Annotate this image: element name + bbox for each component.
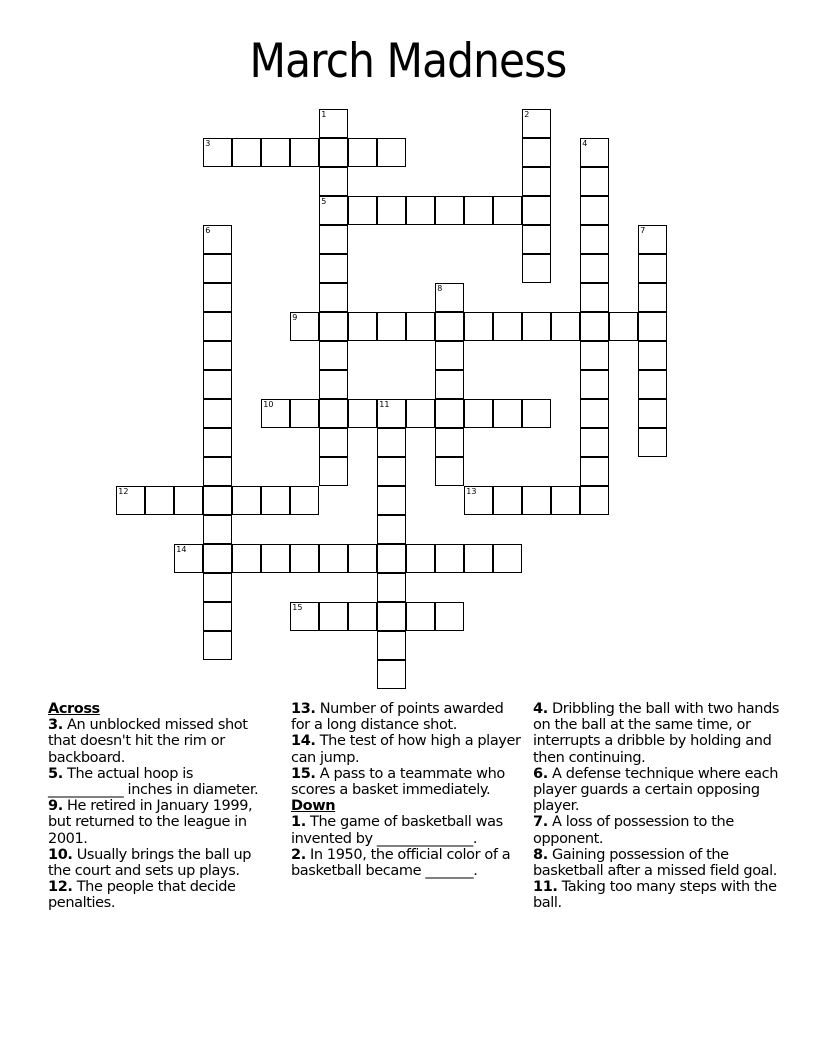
grid-cell[interactable]: [580, 225, 609, 254]
clue-number: 5.: [48, 765, 63, 782]
grid-cell[interactable]: [522, 109, 551, 138]
across-clue: [48, 717, 266, 766]
grid-cell[interactable]: [377, 660, 406, 689]
grid-cell[interactable]: [522, 312, 551, 341]
grid-cell[interactable]: [580, 428, 609, 457]
grid-cell[interactable]: [377, 515, 406, 544]
cell-number: 11: [379, 400, 390, 410]
clue-text: In 1950, the official color of a basketball became _______.: [291, 846, 511, 880]
grid-cell[interactable]: [203, 486, 232, 515]
grid-cell[interactable]: [580, 138, 609, 167]
grid-cell[interactable]: [638, 283, 667, 312]
grid-cell[interactable]: [638, 428, 667, 457]
grid-cell[interactable]: [580, 196, 609, 225]
grid-cell[interactable]: [435, 312, 464, 341]
grid-cell[interactable]: [261, 399, 290, 428]
clues-column-3: [533, 701, 781, 912]
grid-cell[interactable]: [261, 138, 290, 167]
grid-cell[interactable]: [435, 399, 464, 428]
cell-number: 2: [524, 110, 530, 120]
puzzle-title: March Madness: [249, 34, 567, 89]
clue-text: A defense technique where each player guards a certain opposing player.: [533, 765, 779, 815]
down-clue: [533, 701, 781, 766]
grid-cell[interactable]: [145, 486, 174, 515]
grid-cell[interactable]: [522, 196, 551, 225]
grid-cell[interactable]: [406, 196, 435, 225]
cell-number: 14: [176, 545, 187, 555]
cell-number: 1: [321, 110, 327, 120]
grid-cell[interactable]: [435, 602, 464, 631]
clue-number: 14.: [291, 733, 316, 750]
across-clue: [291, 701, 523, 733]
grid-cell[interactable]: [348, 196, 377, 225]
grid-cell[interactable]: [435, 196, 464, 225]
grid-cell[interactable]: [319, 428, 348, 457]
grid-cell[interactable]: [319, 167, 348, 196]
grid-cell[interactable]: [203, 544, 232, 573]
clue-number: 6.: [533, 765, 548, 782]
clue-text: The actual hoop is ___________ inches in diameter.: [48, 765, 259, 799]
grid-cell[interactable]: [174, 544, 203, 573]
grid-cell[interactable]: [638, 399, 667, 428]
grid-cell[interactable]: [377, 399, 406, 428]
grid-cell[interactable]: [261, 486, 290, 515]
grid-cell[interactable]: [580, 312, 609, 341]
grid-cell[interactable]: [638, 225, 667, 254]
cell-number: 13: [466, 487, 477, 497]
grid-cell[interactable]: [522, 486, 551, 515]
grid-cell[interactable]: [203, 631, 232, 660]
clue-text: The test of how high a player can jump.: [291, 733, 521, 766]
grid-cell[interactable]: [580, 341, 609, 370]
cell-number: 9: [292, 313, 298, 323]
grid-cell[interactable]: [348, 602, 377, 631]
grid-cell[interactable]: [203, 283, 232, 312]
grid-cell[interactable]: [319, 370, 348, 399]
grid-cell[interactable]: [319, 196, 348, 225]
grid-cell[interactable]: [348, 312, 377, 341]
clue-number: 8.: [533, 846, 548, 863]
grid-cell[interactable]: [377, 544, 406, 573]
grid-cell[interactable]: [319, 602, 348, 631]
clue-text: He retired in January 1999, but returned to the league in 2001.: [48, 798, 253, 847]
clue-number: 1.: [291, 814, 306, 831]
across-clue: [48, 879, 266, 911]
clue-number: 4.: [533, 701, 548, 717]
grid-cell[interactable]: [319, 457, 348, 486]
clue-number: 2.: [291, 846, 306, 863]
grid-cell[interactable]: [406, 544, 435, 573]
grid-cell[interactable]: [609, 312, 638, 341]
grid-cell[interactable]: [203, 602, 232, 631]
grid-cell[interactable]: [435, 544, 464, 573]
across-clue: [291, 733, 523, 765]
grid-cell[interactable]: [203, 341, 232, 370]
grid-cell[interactable]: [638, 312, 667, 341]
cell-number: 3: [205, 139, 211, 149]
grid-cell[interactable]: [377, 486, 406, 515]
grid-cell[interactable]: [464, 196, 493, 225]
grid-cell[interactable]: [174, 486, 203, 515]
grid-cell[interactable]: [377, 631, 406, 660]
grid-cell[interactable]: [580, 399, 609, 428]
grid-cell[interactable]: [203, 399, 232, 428]
clue-number: 10.: [48, 846, 73, 863]
clue-number: 7.: [533, 814, 548, 831]
grid-cell[interactable]: [290, 312, 319, 341]
grid-cell[interactable]: [638, 341, 667, 370]
grid-cell[interactable]: [319, 109, 348, 138]
grid-cell[interactable]: [348, 138, 377, 167]
across-clue: [291, 766, 523, 798]
grid-cell[interactable]: [522, 225, 551, 254]
grid-cell[interactable]: [203, 225, 232, 254]
clue-text: A loss of possession to the opponent.: [533, 814, 734, 847]
grid-cell[interactable]: [580, 486, 609, 515]
grid-cell[interactable]: [435, 283, 464, 312]
grid-cell[interactable]: [377, 428, 406, 457]
grid-cell[interactable]: [319, 544, 348, 573]
grid-cell[interactable]: [290, 399, 319, 428]
down-clue: [291, 814, 523, 846]
grid-cell[interactable]: [406, 312, 435, 341]
grid-cell[interactable]: [319, 312, 348, 341]
clue-text: The people that decide penalties.: [48, 879, 236, 912]
grid-cell[interactable]: [464, 399, 493, 428]
down-clue: [533, 847, 781, 879]
cell-number: 6: [205, 226, 211, 236]
grid-cell[interactable]: [580, 283, 609, 312]
grid-cell[interactable]: [232, 486, 261, 515]
clue-text: Number of points awarded for a long distance shot.: [291, 701, 504, 734]
grid-cell[interactable]: [290, 544, 319, 573]
down-clue: [533, 766, 781, 815]
clue-text: The game of basketball was invented by ______________.: [291, 814, 503, 847]
clue-text: Usually brings the ball up the court and sets up plays.: [48, 846, 252, 880]
cell-number: 15: [292, 603, 303, 613]
grid-cell[interactable]: [348, 399, 377, 428]
grid-cell[interactable]: [232, 544, 261, 573]
grid-cell[interactable]: [203, 312, 232, 341]
grid-cell[interactable]: [319, 283, 348, 312]
grid-cell[interactable]: [580, 254, 609, 283]
clues-column-1: [48, 701, 266, 912]
grid-cell[interactable]: [203, 573, 232, 602]
grid-cell[interactable]: [464, 312, 493, 341]
clue-number: 11.: [533, 879, 558, 896]
cell-number: 7: [640, 226, 646, 236]
grid-cell[interactable]: [580, 457, 609, 486]
grid-cell[interactable]: [435, 428, 464, 457]
grid-cell[interactable]: [377, 138, 406, 167]
grid-cell[interactable]: [319, 399, 348, 428]
grid-cell[interactable]: [203, 457, 232, 486]
across-clue: [48, 847, 266, 879]
clue-text: An unblocked missed shot that doesn't hit the rim or backboard.: [48, 717, 248, 766]
clue-number: 12.: [48, 879, 73, 896]
grid-cell[interactable]: [580, 370, 609, 399]
grid-cell[interactable]: [348, 544, 377, 573]
grid-cell[interactable]: [377, 602, 406, 631]
grid-cell[interactable]: [290, 602, 319, 631]
grid-cell[interactable]: [203, 515, 232, 544]
grid-cell[interactable]: [551, 312, 580, 341]
grid-cell[interactable]: [522, 399, 551, 428]
grid-cell[interactable]: [638, 254, 667, 283]
clue-number: 13.: [291, 701, 316, 717]
grid-cell[interactable]: [377, 573, 406, 602]
grid-cell[interactable]: [435, 457, 464, 486]
down-clue: [291, 847, 523, 879]
grid-cell[interactable]: [493, 196, 522, 225]
grid-cell[interactable]: [638, 370, 667, 399]
grid-cell[interactable]: [522, 254, 551, 283]
grid-cell[interactable]: [203, 370, 232, 399]
grid-cell[interactable]: [319, 225, 348, 254]
grid-cell[interactable]: [319, 341, 348, 370]
grid-cell[interactable]: [290, 486, 319, 515]
grid-cell[interactable]: [493, 486, 522, 515]
clue-number: 3.: [48, 717, 63, 734]
clues-column-2: [291, 701, 523, 879]
grid-cell[interactable]: [522, 167, 551, 196]
grid-cell[interactable]: [406, 602, 435, 631]
down-clue: [533, 814, 781, 846]
grid-cell[interactable]: [116, 486, 145, 515]
grid-cell[interactable]: [493, 312, 522, 341]
clue-text: A pass to a teammate who scores a basket immediately.: [291, 765, 505, 799]
clue-number: 9.: [48, 798, 63, 815]
down-heading: Down: [291, 798, 336, 815]
grid-cell[interactable]: [493, 399, 522, 428]
clue-text: Taking too many steps with the ball.: [533, 879, 777, 912]
across-clue: [48, 798, 266, 847]
grid-cell[interactable]: [232, 138, 261, 167]
grid-cell[interactable]: [435, 341, 464, 370]
grid-cell[interactable]: [203, 428, 232, 457]
cell-number: 10: [263, 400, 274, 410]
cell-number: 4: [582, 139, 588, 149]
across-clue: [48, 766, 266, 798]
grid-cell[interactable]: [377, 196, 406, 225]
cell-number: 8: [437, 284, 443, 294]
grid-cell[interactable]: [435, 370, 464, 399]
grid-cell[interactable]: [319, 254, 348, 283]
grid-cell[interactable]: [464, 486, 493, 515]
clue-number: 15.: [291, 765, 316, 782]
grid-cell[interactable]: [406, 399, 435, 428]
clue-text: Dribbling the ball with two hands on the ball at the same time, or interrupts a dribble by holding and then continuing.: [533, 701, 780, 766]
grid-cell[interactable]: [551, 486, 580, 515]
grid-cell[interactable]: [493, 544, 522, 573]
grid-cell[interactable]: [377, 457, 406, 486]
cell-number: 5: [321, 197, 327, 207]
grid-cell[interactable]: [203, 254, 232, 283]
grid-cell[interactable]: [522, 138, 551, 167]
across-heading: Across: [48, 701, 100, 717]
grid-cell[interactable]: [261, 544, 290, 573]
clue-text: Gaining possession of the basketball after a missed field goal.: [533, 846, 777, 880]
grid-cell[interactable]: [377, 312, 406, 341]
grid-cell[interactable]: [580, 167, 609, 196]
down-clue: [533, 879, 781, 911]
grid-cell[interactable]: [464, 544, 493, 573]
cell-number: 12: [118, 487, 129, 497]
grid-cell[interactable]: [203, 138, 232, 167]
grid-cell[interactable]: [319, 138, 348, 167]
grid-cell[interactable]: [290, 138, 319, 167]
